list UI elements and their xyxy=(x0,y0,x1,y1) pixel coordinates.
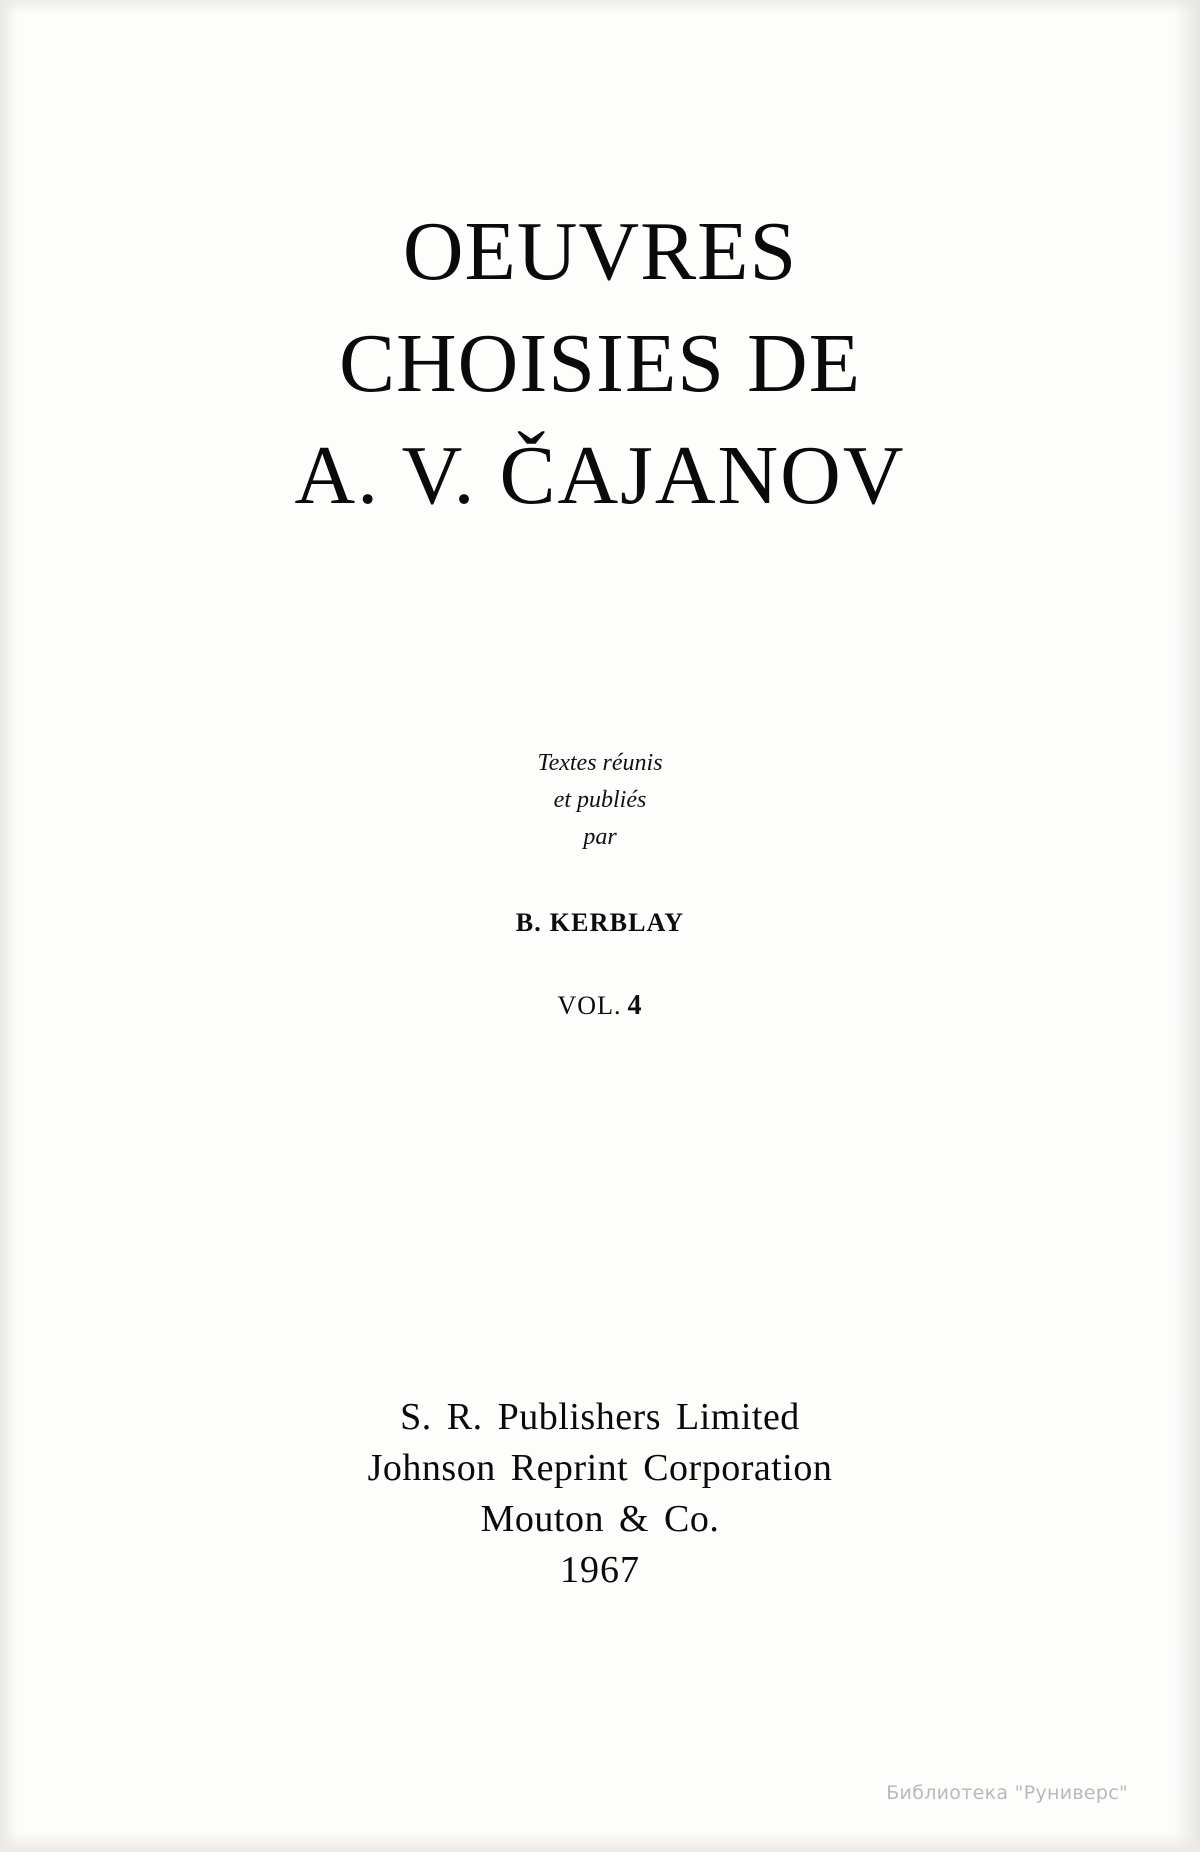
publisher-line-1: S. R. Publishers Limited xyxy=(400,1396,800,1438)
publisher-line-2: Johnson Reprint Corporation xyxy=(367,1447,833,1489)
page-title xyxy=(0,196,1200,532)
volume-number: 4 xyxy=(627,990,643,1021)
publisher-imprint xyxy=(0,1392,1200,1596)
scan-edge-top xyxy=(0,0,1200,14)
credit-line-1: Textes réunis xyxy=(537,750,663,776)
volume-label: VOL. xyxy=(557,991,622,1020)
title-line-1: OEUVRES xyxy=(402,205,798,298)
credit-line-3: par xyxy=(583,824,617,850)
title-line-2: CHOISIES DE xyxy=(338,317,861,410)
volume-statement xyxy=(0,990,1200,1022)
editor-name: B. KERBLAY xyxy=(515,908,685,937)
credit-line-2: et publiés xyxy=(553,787,647,813)
library-watermark: Библиотека "Руниверс" xyxy=(886,1782,1128,1804)
publisher-line-3: Mouton & Co. xyxy=(480,1498,720,1540)
publication-year: 1967 xyxy=(560,1549,640,1591)
title-line-3: A. V. ČAJANOV xyxy=(294,429,906,522)
editorial-credit xyxy=(0,745,1200,1022)
scan-edge-bottom xyxy=(0,1832,1200,1852)
